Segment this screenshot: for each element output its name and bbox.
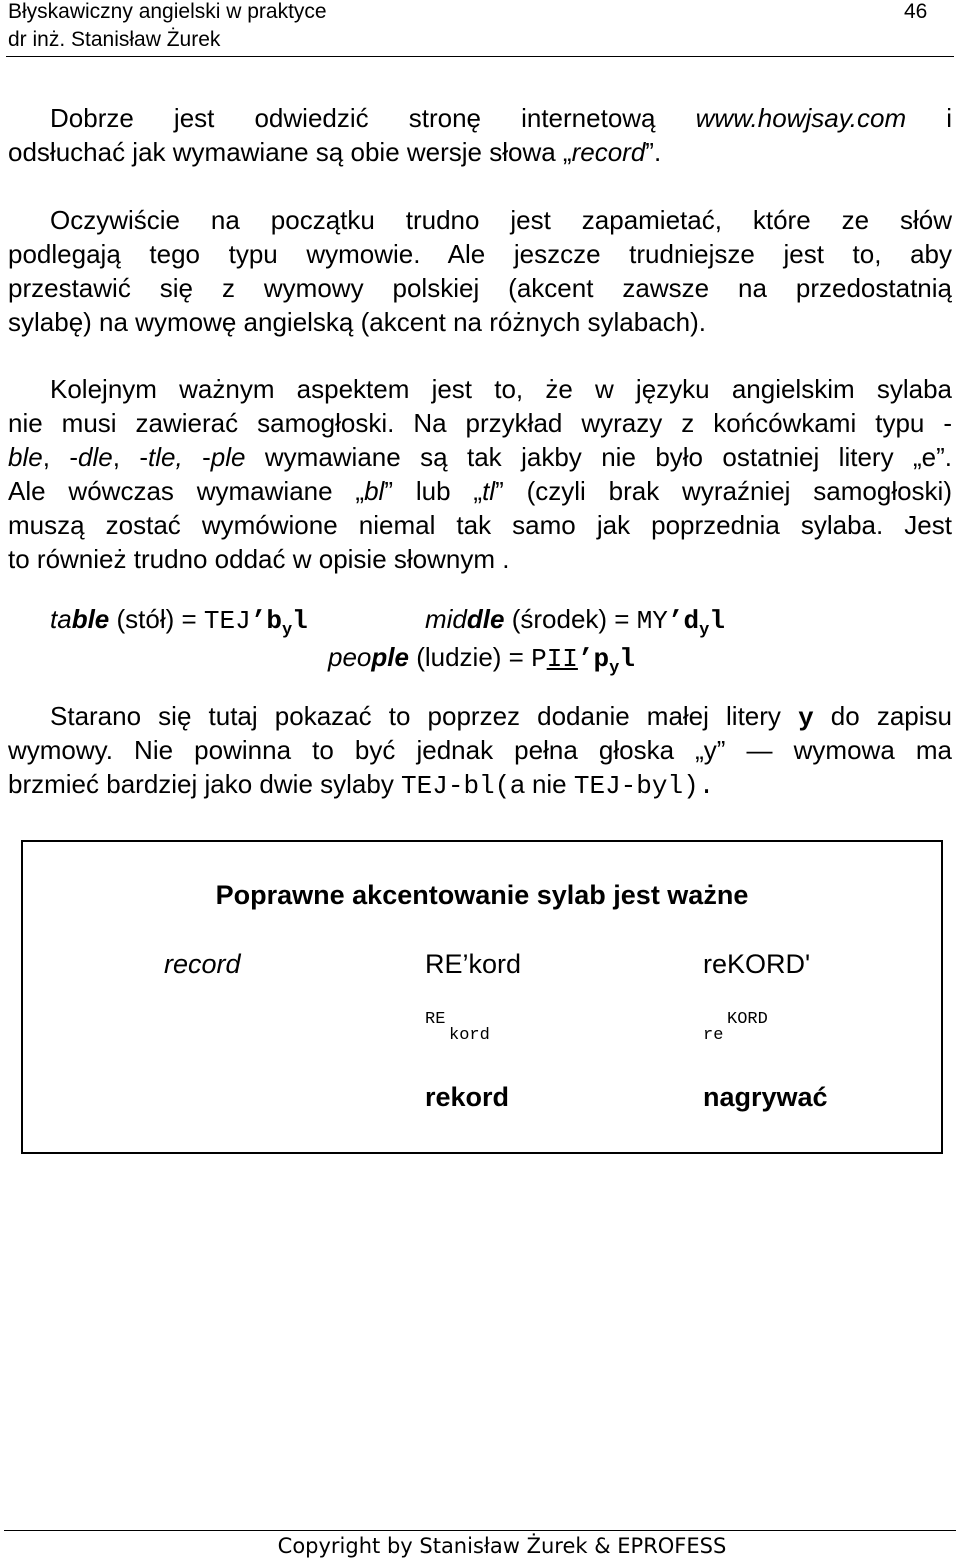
paragraph-syllables (8, 372, 952, 576)
paragraph-line: Starano się tutaj pokazać to poprzez dodanie małej litery y do zapisu (50, 701, 952, 733)
book-title: Błyskawiczny angielski w praktyce (8, 0, 327, 23)
paragraph-howjsay (8, 101, 952, 169)
verb-pronunciation: reKORD' (703, 949, 811, 979)
verb-stress-high: KORD (727, 1010, 768, 1029)
paragraph-line: Kolejnym ważnym aspektem jest to, że w języku angielskim sylaba (50, 374, 952, 404)
copyright-notice: Copyright by Stanisław Żurek & EPROFESS (277, 1534, 727, 1558)
header-rule (6, 56, 954, 57)
paragraph-line: Ale wówczas wymawiane „bl” lub „tl” (czyli brak wyraźniej samogłoski) (8, 476, 952, 506)
paragraph-line: brzmieć bardziej jako dwie sylaby TEJ-bl(a nie TEJ-byl). (8, 769, 715, 801)
paragraph-line: ble, -dle, -tle, -ple wymawiane są tak jakby nie było ostatniej litery „e”. (8, 442, 952, 472)
box-title: Poprawne akcentowanie sylab jest ważne (215, 880, 749, 910)
example-table: table (stół) = $TEJ’b_yl$ (50, 604, 308, 640)
paragraph-line: to również trudno oddać w opisie słownym . (8, 544, 510, 574)
noun-stress-low: kord (449, 1026, 490, 1045)
page-number: 46 (904, 0, 928, 23)
paragraph-line: podlegają tego typu wymowie. Ale jeszcze trudniejsze jest to, aby (8, 239, 952, 269)
paragraph-line: muszą zostać wymówione niemal tak samo jak poprzednia sylaba. Jest (8, 510, 952, 540)
paragraph-line: przestawić się z wymowy polskiej (akcent zawsze na przedostatnią (8, 273, 952, 303)
paragraph-notation (8, 699, 952, 801)
example-middle: middle (środek) = $MY’d_yl$ (425, 604, 725, 640)
website-link[interactable]: www.howjsay.com (695, 103, 907, 133)
word-record: record (164, 949, 241, 979)
noun-stress-high: RE (425, 1010, 446, 1029)
noun-meaning: rekord (425, 1082, 510, 1112)
paragraph-line: odsłuchać jak wymawiane są obie wersje słowa „record”. (8, 137, 662, 167)
verb-meaning: nagrywać (703, 1082, 828, 1112)
example-people: people (ludzie) = $PII’p_yl$ (328, 642, 635, 678)
paragraph-stress (8, 203, 952, 339)
footer-rule (4, 1530, 956, 1531)
verb-stress-low: re (703, 1026, 724, 1045)
paragraph-line: wymowy. Nie powinna to być jednak pełna głoska „y” — wymowa ma (8, 735, 952, 765)
paragraph-line: Dobrze jest odwiedzić stronę internetową www.howjsay.com i (50, 103, 952, 133)
paragraph-line: sylabę) na wymowę angielską (akcent na różnych sylabach). (8, 307, 707, 337)
stress-box (21, 840, 943, 1154)
noun-pronunciation: RE’kord (425, 949, 522, 979)
paragraph-line: Oczywiście na początku trudno jest zapamietać, które ze słów (50, 205, 952, 235)
author-name: dr inż. Stanisław Żurek (8, 28, 221, 51)
paragraph-line: nie musi zawierać samogłoski. Na przykład wyrazy z końcówkami typu - (8, 408, 952, 438)
